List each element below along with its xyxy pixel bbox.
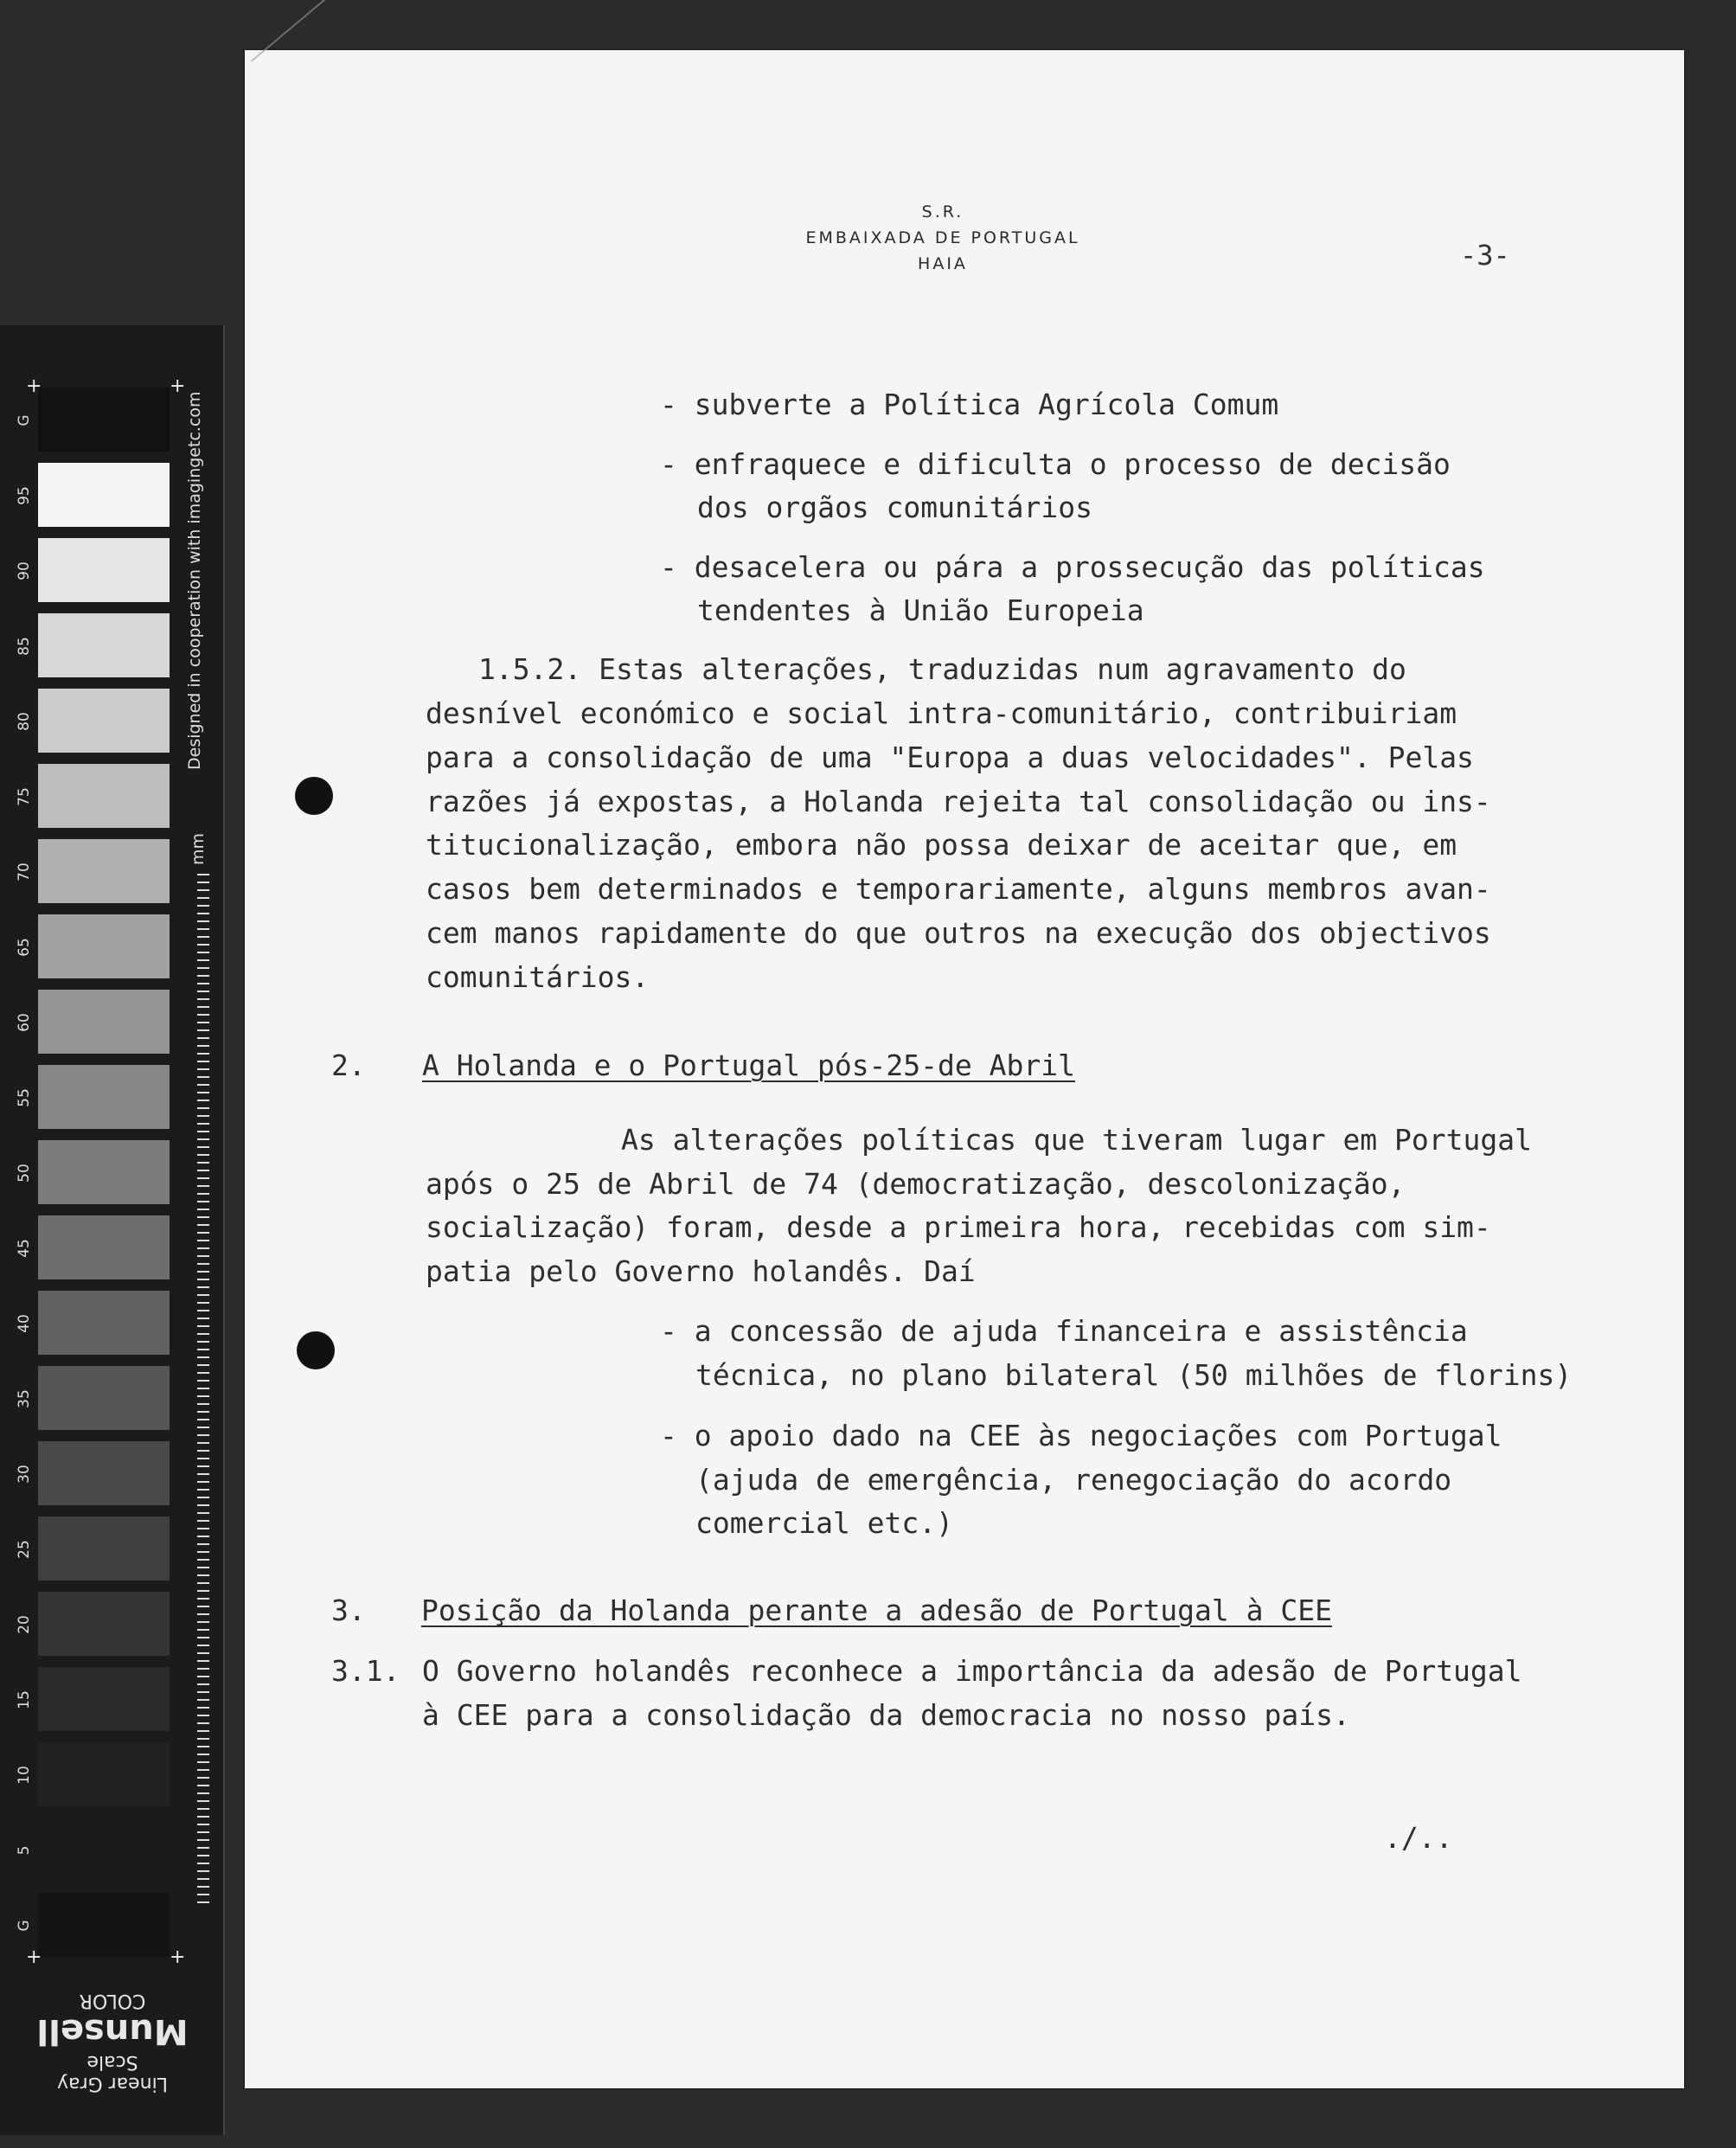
- gray-scale-number: 65: [16, 938, 33, 957]
- subsection-number: 3.1.: [331, 1654, 400, 1688]
- gray-patch: [38, 1818, 170, 1882]
- text-line: - subverte a Política Agrícola Comum: [660, 388, 1279, 421]
- punch-hole: [297, 1331, 335, 1369]
- letterhead-line-2: EMBAIXADA DE PORTUGAL: [805, 228, 1080, 247]
- letterhead-line-3: HAIA: [918, 254, 968, 273]
- brand-name: Munsell: [36, 2011, 189, 2051]
- card-title: Linear Gray Scale: [57, 2051, 168, 2094]
- ruler-unit: mm: [189, 832, 208, 865]
- gray-scale-number: G: [16, 414, 33, 426]
- gray-scale-number: 45: [16, 1239, 33, 1258]
- section-number: 2.: [331, 1048, 366, 1082]
- registration-mark: +: [26, 1946, 42, 1968]
- gray-scale-number: 15: [16, 1690, 33, 1709]
- text-line: socialização) foram, desde a primeira hora, recebidas com sim-: [426, 1210, 1491, 1244]
- gray-scale-number: 80: [16, 712, 33, 731]
- text-line: dos orgãos comunitários: [697, 491, 1092, 524]
- gray-scale-number: 70: [16, 862, 33, 882]
- gray-scale-number: 30: [16, 1465, 33, 1484]
- gray-patch: [38, 1893, 170, 1957]
- text-line: - desacelera ou pára a prossecução das políticas: [660, 550, 1485, 584]
- gray-patch: [38, 1065, 170, 1129]
- text-line: As alterações políticas que tiveram lugar em Portugal: [621, 1123, 1532, 1157]
- section-heading: A Holanda e o Portugal pós-25-de Abril: [422, 1048, 1075, 1082]
- gray-scale-number: 25: [16, 1540, 33, 1559]
- gray-scale-number: 10: [16, 1766, 33, 1785]
- text-line: 1.5.2. Estas alterações, traduzidas num agravamento do: [478, 652, 1406, 686]
- gray-patch: [38, 463, 170, 527]
- mm-ruler: [197, 874, 209, 1903]
- letterhead-line-1: S.R.: [921, 202, 964, 221]
- text-line: - o apoio dado na CEE às negociações com Portugal: [660, 1419, 1502, 1452]
- gray-patch: [38, 1140, 170, 1204]
- gray-scale-number: 35: [16, 1389, 33, 1408]
- text-line: desnível económico e social intra-comunitário, contribuiriam: [426, 696, 1457, 730]
- text-line: cem manos rapidamente do que outros na execução dos objectivos: [426, 916, 1491, 950]
- gray-scale-number: 50: [16, 1164, 33, 1183]
- gray-patch: [38, 914, 170, 978]
- gray-scale-number: 60: [16, 1013, 33, 1032]
- text-line: técnica, no plano bilateral (50 milhões de florins): [695, 1358, 1573, 1392]
- text-line: para a consolidação de uma "Europa a duas velocidades". Pelas: [426, 741, 1474, 774]
- gray-patch: [38, 689, 170, 753]
- text-line: casos bem determinados e temporariamente, alguns membros avan-: [426, 872, 1491, 906]
- section-heading: Posição da Holanda perante a adesão de Portugal à CEE: [421, 1593, 1332, 1627]
- gray-scale-number: 5: [16, 1845, 33, 1856]
- gray-patch: [38, 1291, 170, 1355]
- text-line: O Governo holandês reconhece a importância da adesão de Portugal: [422, 1654, 1522, 1688]
- gray-scale-number: 55: [16, 1088, 33, 1107]
- text-line: tendentes à União Europeia: [697, 593, 1144, 627]
- gray-scale-number: 40: [16, 1314, 33, 1333]
- brand-color-word: COLOR: [79, 1990, 146, 2011]
- gray-patch: [38, 764, 170, 828]
- gray-patch: [38, 1742, 170, 1806]
- gray-patch: [38, 1667, 170, 1731]
- text-line: (ajuda de emergência, renegociação do acordo: [695, 1463, 1452, 1497]
- text-line: comunitários.: [426, 960, 650, 994]
- punch-hole: [295, 777, 333, 815]
- gray-patch: [38, 1441, 170, 1505]
- section-number: 3.: [331, 1593, 366, 1627]
- gray-patch: [38, 613, 170, 677]
- gray-scale-number: 90: [16, 561, 33, 580]
- text-line: razões já expostas, a Holanda rejeita tal consolidação ou ins-: [426, 785, 1491, 818]
- text-line: - enfraquece e dificulta o processo de decisão: [660, 447, 1451, 481]
- gray-patch: [38, 839, 170, 903]
- gray-patch: [38, 388, 170, 452]
- text-line: patia pelo Governo holandês. Daí: [426, 1254, 976, 1288]
- gray-patch: [38, 1516, 170, 1581]
- registration-mark: +: [170, 1946, 186, 1968]
- registration-mark: +: [26, 375, 42, 397]
- gray-patch: [38, 990, 170, 1054]
- gray-scale-number: G: [16, 1920, 33, 1932]
- gray-scale-number: 95: [16, 486, 33, 505]
- text-line: - a concessão de ajuda financeira e assistência: [660, 1314, 1468, 1348]
- text-line: comercial etc.): [695, 1506, 954, 1540]
- text-line: após o 25 de Abril de 74 (democratização, descolonização,: [426, 1167, 1406, 1201]
- gray-patch: [38, 1215, 170, 1279]
- page-number: -3-: [1460, 239, 1510, 272]
- continuation-mark: ./..: [1384, 1821, 1453, 1855]
- registration-mark: +: [170, 375, 186, 397]
- gray-scale-number: 85: [16, 637, 33, 656]
- card-credit: Designed in cooperation with imagingetc.com: [185, 391, 204, 770]
- gray-scale-number: 75: [16, 787, 33, 806]
- gray-scale-number: 20: [16, 1615, 33, 1634]
- gray-patch: [38, 1592, 170, 1656]
- letterhead: [753, 199, 1133, 277]
- gray-patch: [38, 538, 170, 602]
- text-line: titucionalização, embora não possa deixar de aceitar que, em: [426, 828, 1457, 862]
- card-brand: [35, 1990, 190, 2094]
- text-line: à CEE para a consolidação da democracia no nosso país.: [422, 1698, 1350, 1732]
- gray-patch: [38, 1366, 170, 1430]
